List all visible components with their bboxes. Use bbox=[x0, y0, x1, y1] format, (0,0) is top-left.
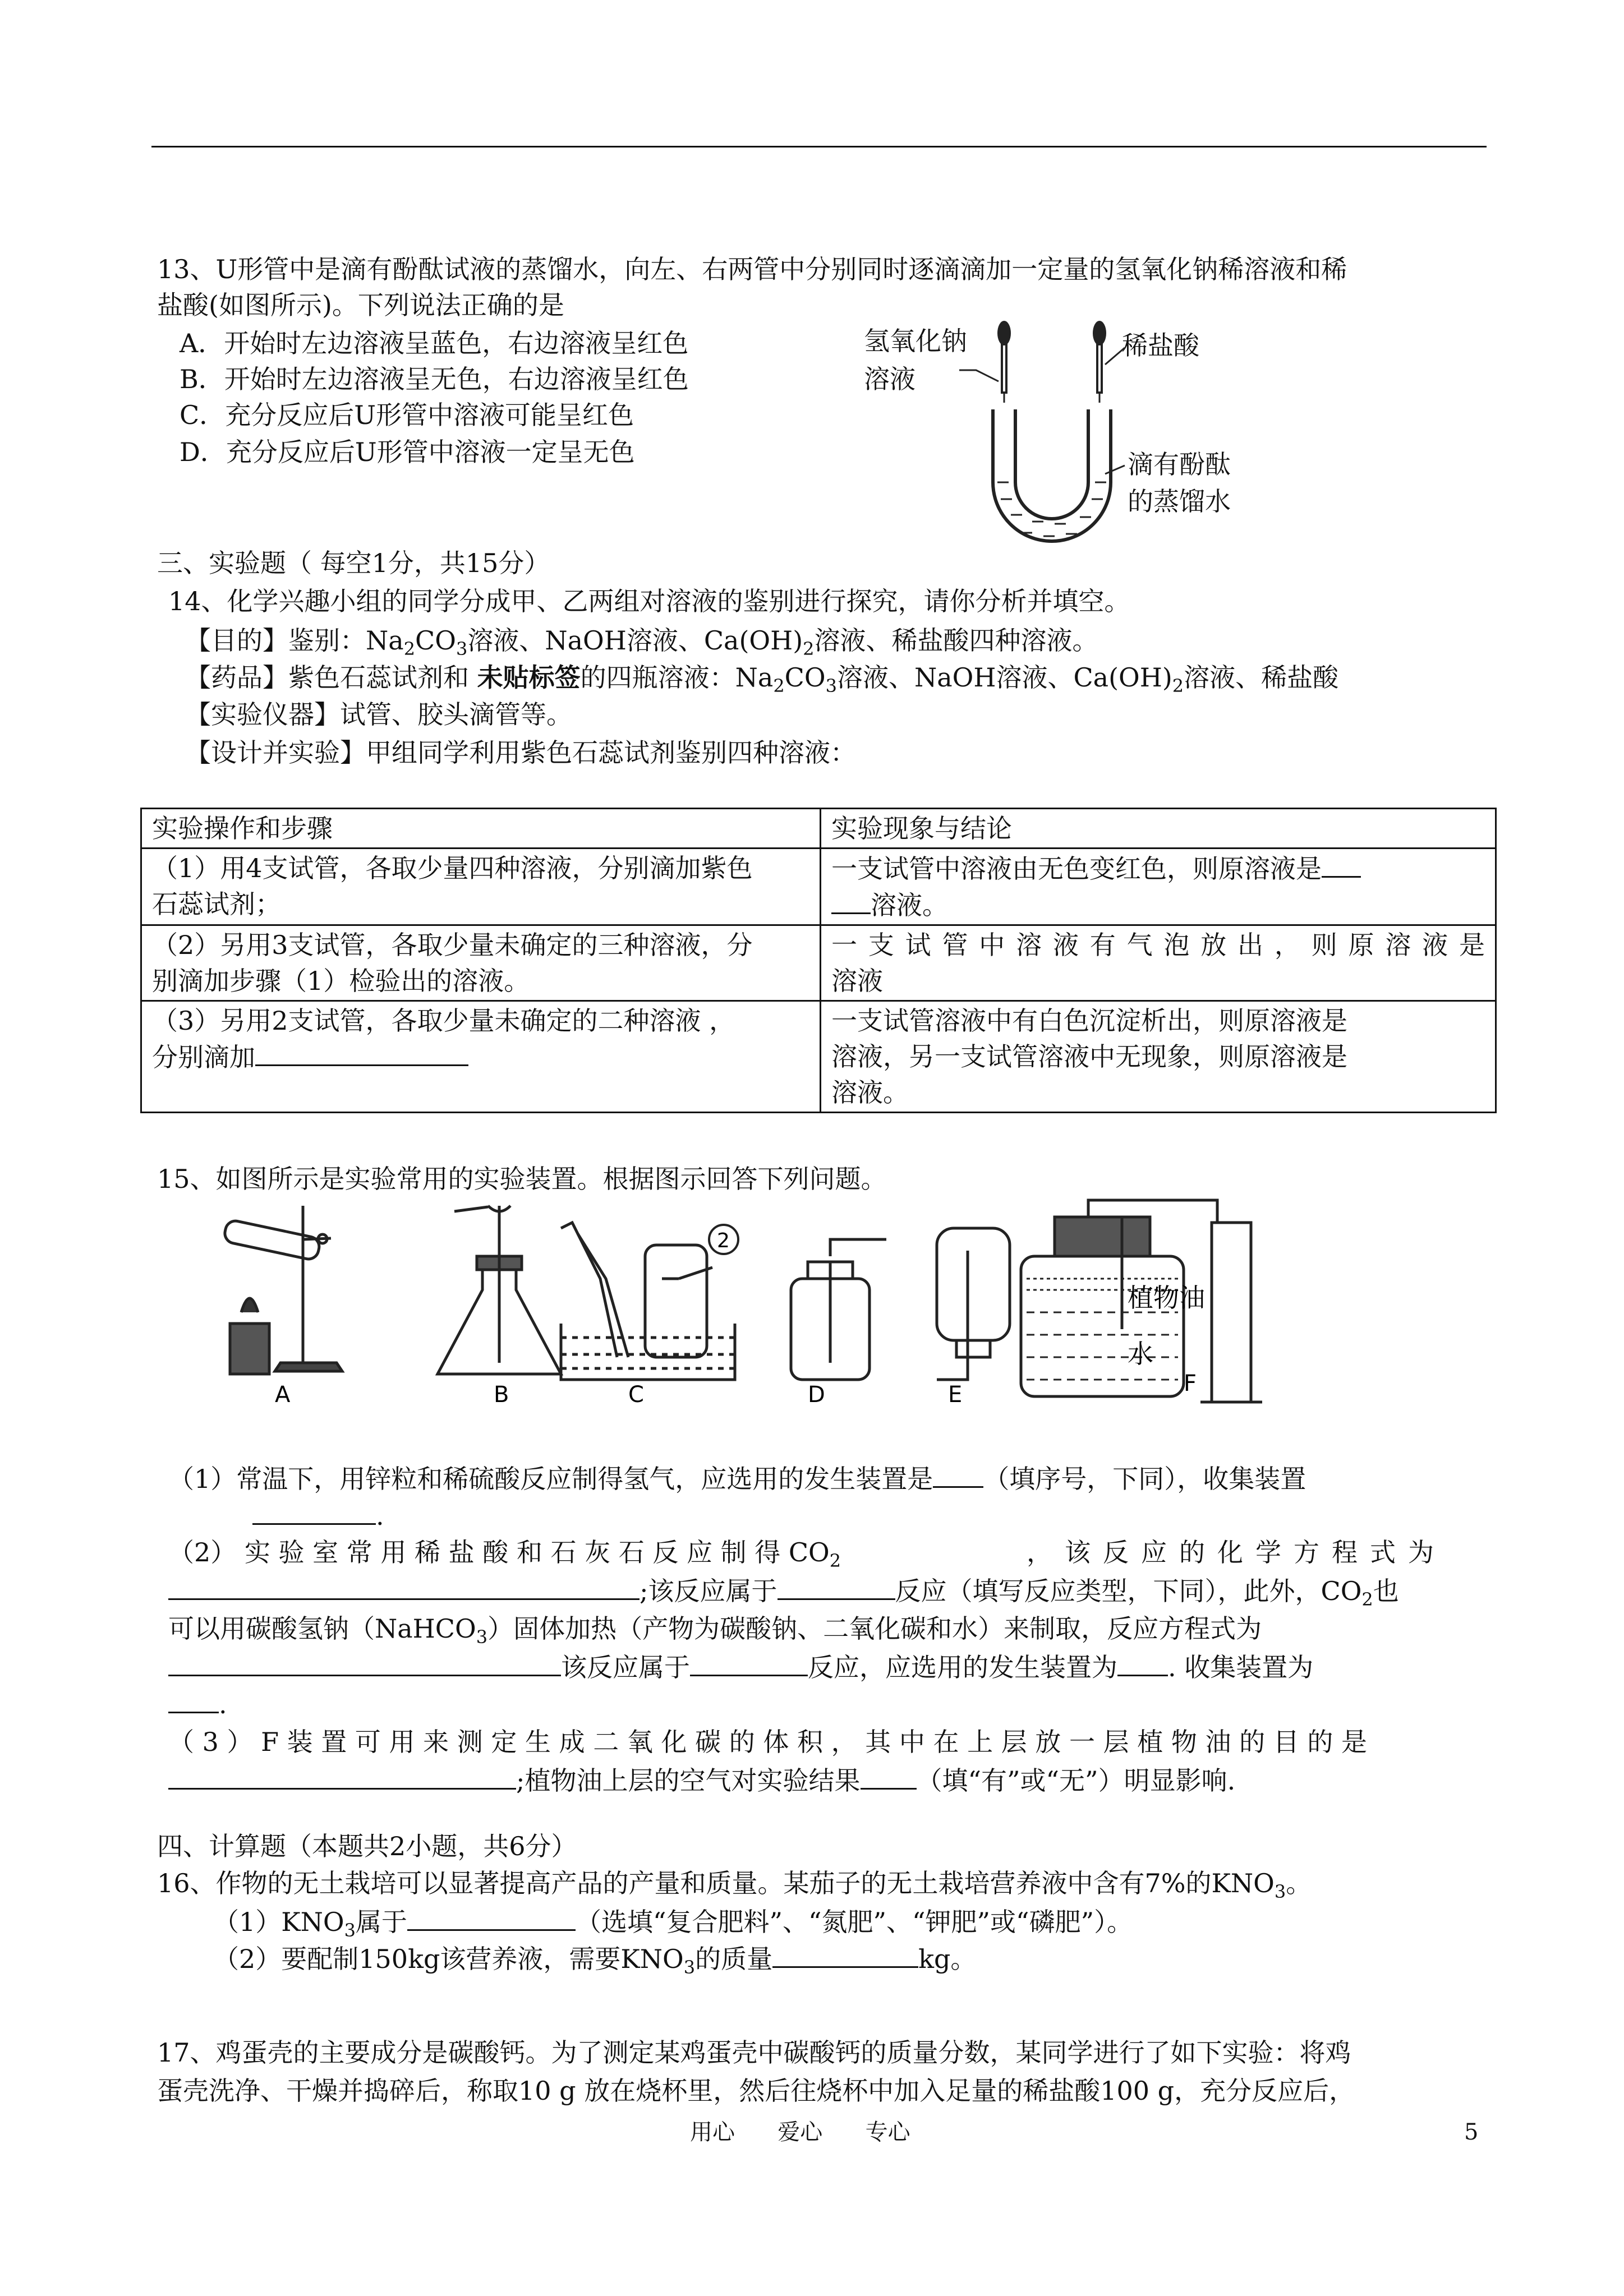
q15-part1-line1: （1）常温下，用锌粒和稀硫酸反应制得氢气，应选用的发生装置是 （填序号，下同），收集装置 bbox=[168, 1460, 1306, 1497]
answer-blank[interactable] bbox=[690, 1649, 808, 1676]
q13-option-a: A．开始时左边溶液呈蓝色，右边溶液呈红色 bbox=[180, 328, 689, 358]
water-label-2: 的蒸馏水 bbox=[1128, 486, 1231, 517]
answer-blank[interactable] bbox=[252, 1497, 376, 1525]
row2-ops: （2）另用3支试管，各取少量未确定的三种溶液，分 别滴加步骤（1）检验出的溶液。 bbox=[141, 925, 821, 1001]
q15-part2-line1-end: ，该反应的化学方程式为 bbox=[1027, 1537, 1446, 1567]
q14-drugs: 【药品】紫色石蕊试剂和 未贴标签的四瓶溶液：$Na_2CO_3$溶液、NaOH溶液、$Ca(OH)_2$溶液、稀盐酸 bbox=[185, 662, 1339, 697]
q14-purpose: 【目的】鉴别：$Na_2CO_3$溶液、NaOH溶液、$Ca(OH)_2$溶液、稀盐酸四种溶液。 bbox=[185, 625, 1098, 660]
q15-part3-line2: ;植物油上层的空气对实验结果 （填“有”或“无”）明显影响. bbox=[168, 1762, 1235, 1799]
section3-heading: 三、实验题（ 每空1分，共15分） bbox=[157, 548, 550, 578]
answer-blank[interactable] bbox=[407, 1903, 576, 1931]
answer-blank[interactable] bbox=[778, 1573, 895, 1600]
header-result: 实验现象与结论 bbox=[821, 809, 1496, 849]
q13-option-d: D．充分反应后U形管中溶液一定呈无色 bbox=[180, 437, 635, 467]
row3-result: 一支试管溶液中有白色沉淀析出，则原溶液是 溶液，另一支试管溶液中无现象，则原溶液是 溶液。 bbox=[821, 1001, 1496, 1113]
q13-stem-line2: 盐酸(如图所示)。下列说法正确的是 bbox=[157, 290, 564, 320]
naoh-label-1: 氢氧化钠 bbox=[864, 326, 967, 356]
section4-heading: 四、计算题（本题共2小题，共6分） bbox=[157, 1831, 577, 1861]
row3-ops: （3）另用2支试管，各取少量未确定的二种溶液 ， 分别滴加 bbox=[141, 1001, 821, 1113]
answer-blank[interactable] bbox=[933, 1460, 983, 1488]
q15-part3-line1: （ 3 ） F 装 置 可 用 来 测 定 生 成 二 氧 化 碳 的 体 积 ， 其 中 在 上 层 放 一 层 植 物 油 的 目 的 是 bbox=[168, 1727, 1367, 1757]
row1-result: 一支试管中溶液由无色变红色，则原溶液是 溶液。 bbox=[821, 849, 1496, 925]
q15-part2-line2: ;该反应属于 反应（填写反应类型，下同），此外，$CO_2$也 bbox=[168, 1573, 1399, 1617]
header-rule bbox=[151, 146, 1487, 147]
table-row bbox=[141, 849, 1496, 925]
q16-stem: 16、作物的无土栽培可以显著提高产品的产量和质量。某茄子的无土栽培营养液中含有7%的$KNO_3$。 bbox=[157, 1868, 1312, 1902]
label-d: D bbox=[808, 1382, 825, 1408]
answer-blank[interactable] bbox=[772, 1940, 918, 1968]
answer-blank[interactable] bbox=[255, 1039, 468, 1066]
q16-part1: $(1)KNO_3$属于 （选填“复合肥料”、“氮肥”、“钾肥”或“磷肥”）。 bbox=[213, 1903, 1133, 1948]
answer-blank[interactable] bbox=[861, 1762, 917, 1790]
answer-blank[interactable] bbox=[831, 887, 871, 914]
u-tube-drawing bbox=[864, 314, 1537, 550]
table-row bbox=[141, 1001, 1496, 1113]
q13-stem-line1: 13、U形管中是滴有酚酞试液的蒸馏水，向左、右两管中分别同时逐滴滴加一定量的氢氧化钠稀溶液和稀 bbox=[157, 254, 1347, 284]
q15-part1-line2: . bbox=[252, 1497, 384, 1534]
u-tube-figure bbox=[864, 314, 1537, 550]
circle-number: 2 bbox=[717, 1229, 730, 1252]
label-b: B bbox=[494, 1382, 509, 1408]
q17-line1: 17、鸡蛋壳的主要成分是碳酸钙。为了测定某鸡蛋壳中碳酸钙的质量分数，某同学进行了如下实验：将鸡 bbox=[157, 2037, 1351, 2068]
answer-blank[interactable] bbox=[168, 1686, 219, 1713]
page-number: 5 bbox=[1464, 2119, 1479, 2145]
hcl-label: 稀盐酸 bbox=[1122, 330, 1199, 361]
answer-blank[interactable] bbox=[168, 1573, 640, 1600]
q14-instruments: 【实验仪器】试管、胶头滴管等。 bbox=[185, 699, 572, 730]
experiment-table bbox=[140, 808, 1497, 1113]
q13-option-c: C．充分反应后U形管中溶液可能呈红色 bbox=[180, 400, 634, 430]
q15-part2-line4: 该反应属于 反应，应选用的发生装置为 . 收集装置为 bbox=[168, 1649, 1313, 1685]
table-row bbox=[141, 809, 1496, 849]
answer-blank[interactable] bbox=[1322, 850, 1361, 878]
answer-blank[interactable] bbox=[168, 1649, 561, 1676]
label-a: A bbox=[275, 1382, 291, 1408]
q15-stem: 15、如图所示是实验常用的实验装置。根据图示回答下列问题。 bbox=[157, 1164, 887, 1194]
q15-part2-line3: 可以用碳酸氢钠（NaHCO$_3$）固体加热（产物为碳酸钠、二氧化碳和水）来制取，反应方程式为 bbox=[168, 1613, 1262, 1648]
naoh-label-2: 溶液 bbox=[864, 364, 915, 394]
header-ops: 实验操作和步骤 bbox=[141, 809, 821, 849]
water-label-1: 滴有酚酞 bbox=[1128, 449, 1231, 480]
q14-stem: 14、化学兴趣小组的同学分成甲、乙两组对溶液的鉴别进行探究，请你分析并填空。 bbox=[168, 586, 1130, 616]
q17-line2: 蛋壳洗净、干燥并捣碎后，称取10 g 放在烧杯里，然后往烧杯中加入足量的稀盐酸100 g，充分反应后， bbox=[157, 2076, 1355, 2106]
oil-label: 植物油 bbox=[1128, 1283, 1205, 1313]
answer-blank[interactable] bbox=[1117, 1649, 1168, 1676]
table-row bbox=[141, 925, 1496, 1001]
q14-design: 【设计并实验】甲组同学利用紫色石蕊试剂鉴别四种溶液： bbox=[185, 737, 856, 768]
water-label: 水 bbox=[1128, 1339, 1153, 1369]
q13-option-b: B．开始时左边溶液呈无色，右边溶液呈红色 bbox=[180, 364, 689, 394]
label-c: C bbox=[628, 1382, 644, 1408]
q15-part2-line1: （2） 实 验 室 常 用 稀 盐 酸 和 石 灰 石 反 应 制 得 $CO_2$ bbox=[168, 1537, 841, 1571]
row1-ops: （1）用4支试管，各取少量四种溶液，分别滴加紫色 石蕊试剂； bbox=[141, 849, 821, 925]
row2-result: 一支试管中溶液有气泡放出，则原溶液是 溶液 bbox=[821, 925, 1496, 1001]
apparatus-figure bbox=[213, 1195, 1301, 1419]
footer-motto: 用心 爱心 专心 bbox=[690, 2119, 910, 2145]
label-e: E bbox=[948, 1382, 963, 1408]
label-f: F bbox=[1184, 1371, 1197, 1396]
q16-part2: （2）要配制150kg该营养液，需要$KNO_3$的质量 kg。 bbox=[213, 1940, 976, 1985]
q15-part2-line5: . bbox=[168, 1686, 227, 1722]
answer-blank[interactable] bbox=[168, 1762, 516, 1790]
